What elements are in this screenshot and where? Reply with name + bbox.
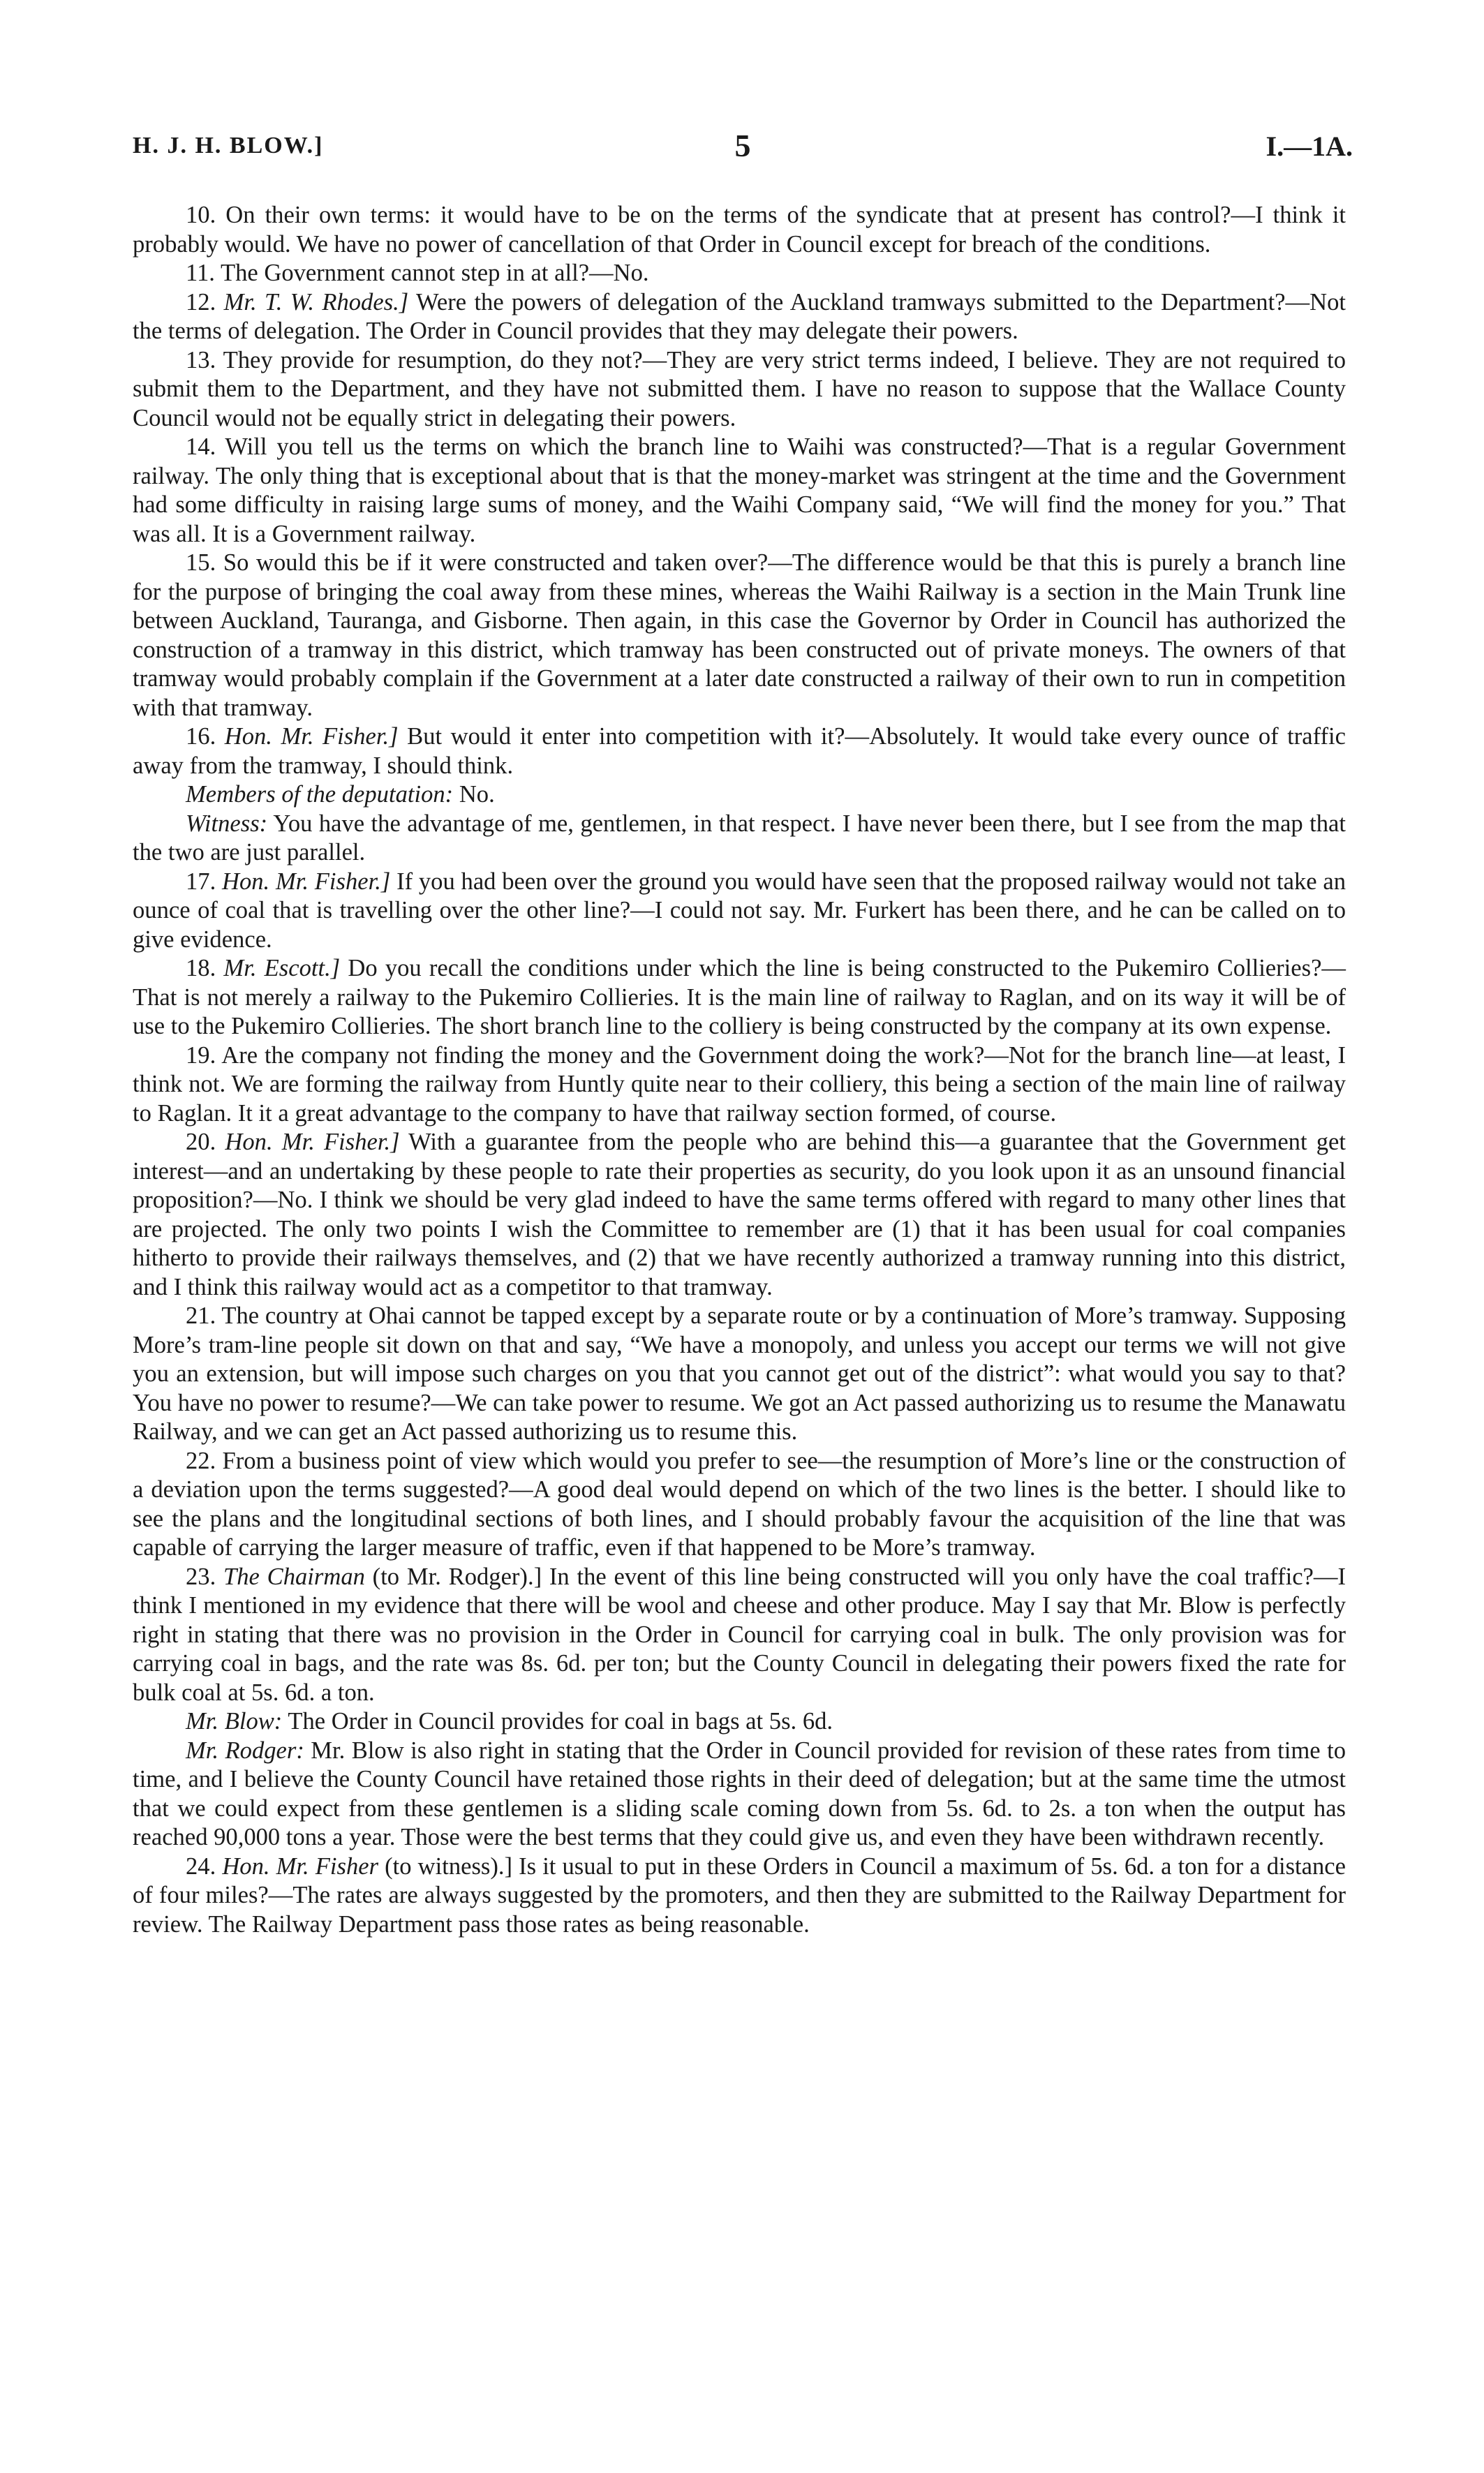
paragraph: 22. From a business point of view which would you prefer to see—the resumption of More’s line or the construction of a deviation upon the terms suggested?—A good deal would depend on which of the two lines is the better. I should like to see the plans and the longitudinal sections of both lines, and I should probably favour the acquisition of the line that was capable of carrying the larger measure of traffic, even if that happened to be More’s tramway. [133,1447,1346,1561]
header-witness-name: H. J. H. BLOW.] [133,133,324,158]
paragraph: 13. They provide for resumption, do they not?—They are very strict terms indeed, I believe. They are not required to submit them to the Department, and they have not submitted them. I have no reason to suppose that the Wallace County Council would not be equally strict in delegating their powers. [133,346,1346,431]
paragraph: 19. Are the company not finding the money and the Government doing the work?—Not for the branch line—at least, I think not. We are forming the railway from Huntly quite near to their colliery, this being a section of the main line of railway to Raglan. It it a great advantage to the company to have that railway section formed, of course. [133,1041,1346,1127]
paragraph: 11. The Government cannot step in at all?—No. [186,260,649,286]
speaker-name: Hon. Mr. Fisher.] [222,868,391,895]
paragraph: Mr. Blow: The Order in Council provides for coal in bags at 5s. 6d. [186,1708,833,1735]
speaker-name: Hon. Mr. Fisher [222,1852,379,1880]
minutes-of-evidence [133,201,1346,1939]
paragraph: 12. Mr. T. W. Rhodes.] Were the powers of delegation of the Auckland tramways submitted to the Department?—Not the terms of delegation. The Order in Council provides that they may delegate their powers. [133,288,1346,344]
paragraph: Members of the deputation: No. [186,781,495,808]
paragraph: 16. Hon. Mr. Fisher.] But would it enter into competition with it?—Absolutely. It would take every ounce of traffic away from the tramway, I should think. [133,723,1346,779]
speaker-name: Hon. Mr. Fisher.] [225,1129,400,1155]
paragraph: 15. So would this be if it were constructed and taken over?—The difference would be that this is purely a branch line for the purpose of bringing the coal away from these mines, whereas the Waihi Railway is a section in the Main Trunk line between Auckland, Tauranga, and Gisborne. Then again, in this case the Governor by Order in Council has authorized the construction of a tramway in this district, which tramway has been constructed out of private moneys. The owners of that tramway would probably complain if the Government at a later date constructed a railway of their own to run in competition with that tramway. [133,549,1346,721]
speaker-name: The Chairman [223,1563,365,1590]
paragraph: 14. Will you tell us the terms on which the branch line to Waihi was constructed?—That is a regular Government railway. The only thing that is exceptional about that is that the money-market was stringent at the time and the Government had some difficulty in raising large sums of money, and the Waihi Company said, “We will find the money for you.” That was all. It is a Government railway. [133,433,1346,547]
speaker-name: Hon. Mr. Fisher.] [224,723,399,750]
paragraph: 17. Hon. Mr. Fisher.] If you had been over the ground you would have seen that the proposed railway would not take an ounce of coal that is travelling over the other line?—I could not say. Mr. Furkert has been there, and he can be called on to give evidence. [133,868,1346,953]
paragraph: 20. Hon. Mr. Fisher.] With a guarantee from the people who are behind this—a guarantee that the Government get interest—and an undertaking by these people to rate their properties as security, do you look upon it as an unsound financial proposition?—No. I think we should be very glad indeed to have the same terms offered with regard to many other lines that are projected. The only two points I wish the Committee to remember are (1) that it has been usual for coal companies hitherto to provide their railways themselves, and (2) that we have recently authorized a tramway running into this district, and I think this railway would act as a competitor to that tramway. [133,1129,1346,1300]
speaker-name: Witness: [186,810,268,837]
speaker-name: Members of the deputation: [186,781,454,808]
page-number: 5 [734,128,751,163]
speaker-name: Mr. T. W. Rhodes.] [223,288,409,315]
paragraph: 24. Hon. Mr. Fisher (to witness).] Is it usual to put in these Orders in Council a maximum of 5s. 6d. a ton for a distance of four miles?—The rates are always suggested by the promoters, and then they are submitted to the Railway Department for review. The Railway Department pass those rates as being reasonable. [133,1852,1346,1938]
paragraph: Mr. Rodger: Mr. Blow is also right in stating that the Order in Council provided for revision of these rates from time to time, and I believe the County Council have retained those rights in their deed of delegation; but at the same time the utmost that we could expect from these gentlemen is a sliding scale coming down from 5s. 6d. to 2s. a ton when the output has reached 90,000 tons a year. Those were the best terms that they could give us, and even they have been withdrawn recently. [133,1737,1346,1850]
paragraph: 18. Mr. Escott.] Do you recall the conditions under which the line is being constructed to the Pukemiro Collieries?—That is not merely a railway to the Pukemiro Collieries. It is the main line of railway to Raglan, and on its way it will be of use to the Pukemiro Collieries. The short branch line to the colliery is being constructed by the company at its own expense. [133,955,1346,1039]
paragraph: 21. The country at Ohai cannot be tapped except by a separate route or by a continuation of More’s tramway. Supposing More’s tram-line people sit down on that and say, “We have a monopoly, and unless you accept our terms we will not give you an extension, but will impose such charges on you that you cannot get out of the district”: what would you say to that? You have no power to resume?—We can take power to resume. We got an Act passed authorizing us to resume the Manawatu Railway, and we can get an Act passed authorizing us to resume this. [133,1302,1346,1445]
paragraph: 23. The Chairman (to Mr. Rodger).] In the event of this line being constructed will you only have the coal traffic?—I think I mentioned in my evidence that there will be wool and cheese and other produce. May I say that Mr. Blow is perfectly right in stating that there was no provision in the Order in Council for carrying coal in bulk. The only provision was for carrying coal in bags, and the rate was 8s. 6d. per ton; but the County Council in delegating their powers fixed the rate for bulk coal at 5s. 6d. a ton. [133,1563,1346,1706]
page-header [133,128,1353,174]
paragraph: 10. On their own terms: it would have to be on the terms of the syndicate that at present has control?—I think it probably would. We have no power of cancellation of that Order in Council except for breach of the conditions. [133,202,1346,258]
speaker-name: Mr. Rodger: [186,1737,304,1764]
speaker-name: Mr. Blow: [186,1708,283,1735]
speaker-name: Mr. Escott.] [223,955,341,981]
document-reference: I.—1A. [1266,131,1353,162]
paragraph: Witness: You have the advantage of me, gentlemen, in that respect. I have never been there, but I see from the map that the two are just parallel. [133,810,1346,866]
